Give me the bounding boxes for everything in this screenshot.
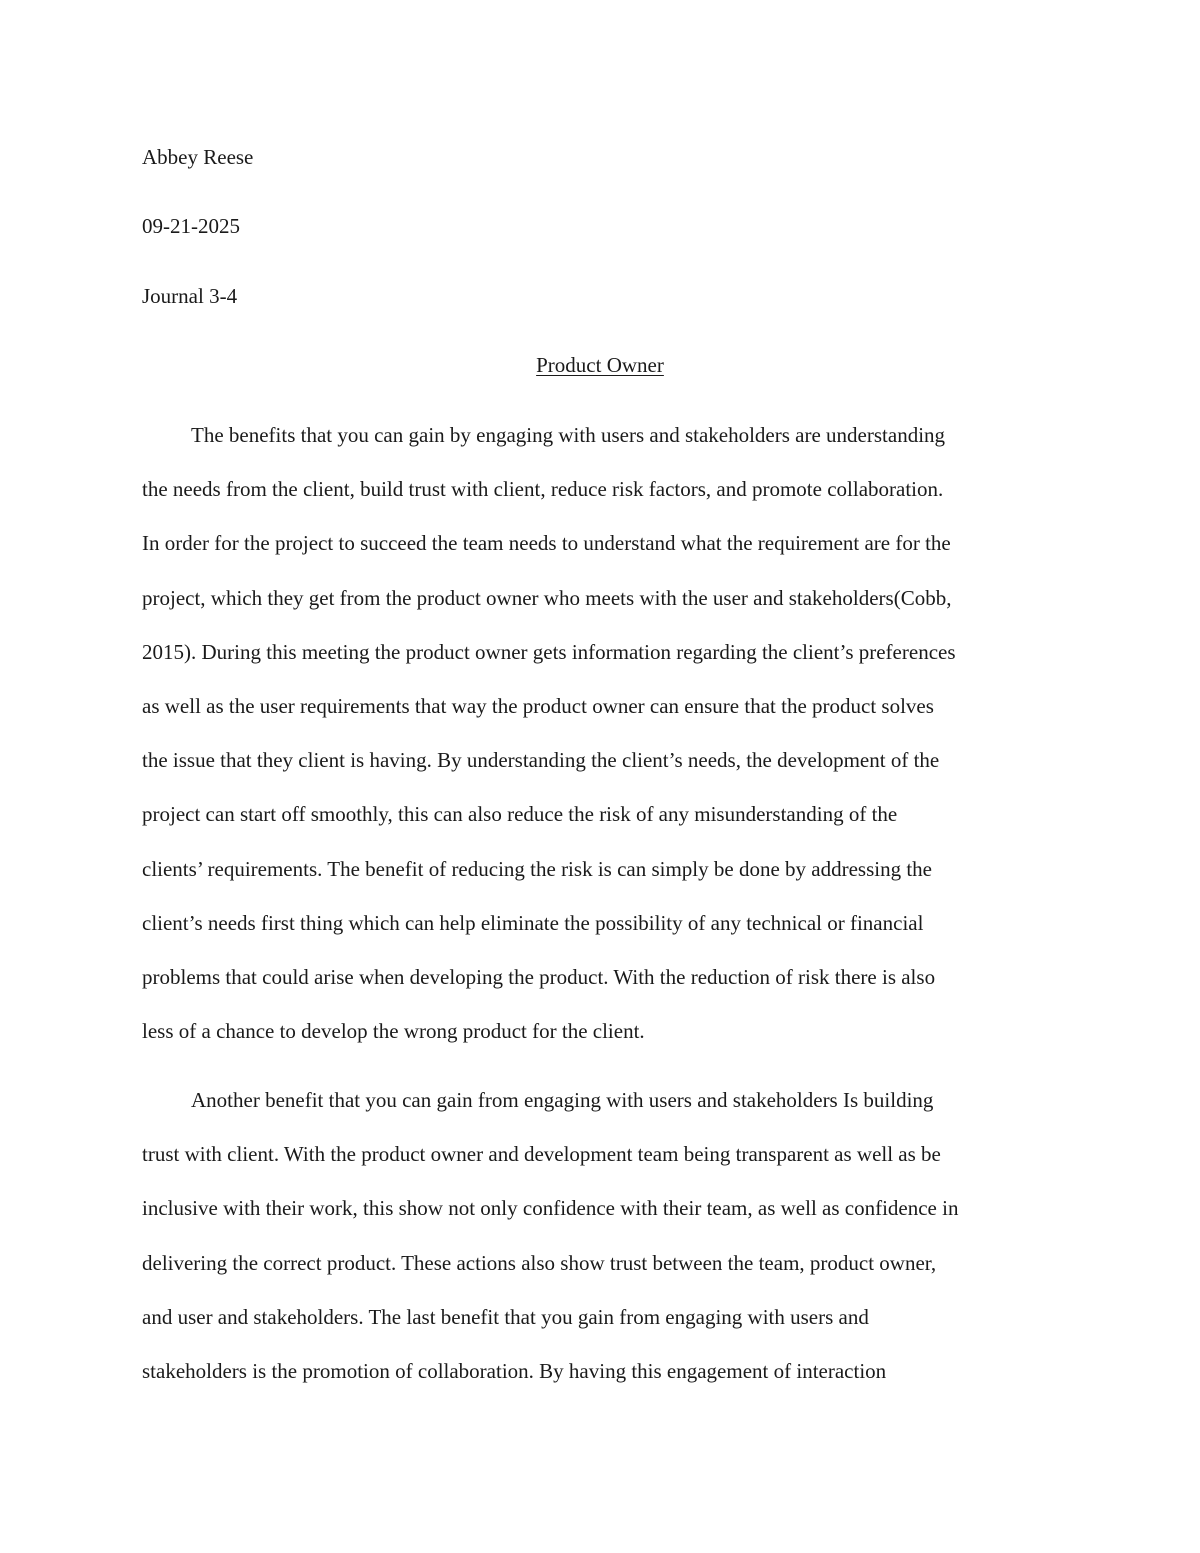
author-name: Abbey Reese (142, 145, 254, 169)
text-line: The benefits that you can gain by engaging with users and stakeholders are understanding (191, 423, 946, 447)
document-date: 09-21-2025 (142, 214, 240, 238)
text-line: less of a chance to develop the wrong product for the client. (142, 1019, 645, 1044)
text-line: the issue that they client is having. By understanding the client’s needs, the development of the (142, 748, 940, 773)
page-title: Product Owner (536, 353, 664, 377)
assignment-label: Journal 3-4 (142, 284, 238, 308)
text-line: trust with client. With the product owner and development team being transparent as well as be (142, 1142, 941, 1167)
text-line: client’s needs first thing which can help eliminate the possibility of any technical or financial (142, 910, 924, 935)
text-line: problems that could arise when developing the product. With the reduction of risk there is also (142, 964, 936, 989)
text-line: Another benefit that you can gain from engaging with users and stakeholders Is building (191, 1088, 934, 1112)
text-line: as well as the user requirements that way the product owner can ensure that the product solves (142, 693, 934, 718)
text-line: 2015). During this meeting the product owner gets information regarding the client’s preferences (142, 639, 956, 664)
text-line: stakeholders is the promotion of collaboration. By having this engagement of interaction (142, 1358, 887, 1383)
paragraph-2 (142, 1085, 1082, 1410)
text-line: clients’ requirements. The benefit of reducing the risk is can simply be done by addressing the (142, 856, 933, 881)
text-line: the needs from the client, build trust with client, reduce risk factors, and promote collaboration. (142, 477, 944, 502)
text-line: and user and stakeholders. The last benefit that you gain from engaging with users and (142, 1304, 869, 1329)
text-line: In order for the project to succeed the team needs to understand what the requirement are for the (142, 531, 951, 556)
text-line: inclusive with their work, this show not only confidence with their team, as well as confidence in (142, 1196, 959, 1221)
paragraph-1 (142, 420, 1082, 1070)
text-line: delivering the correct product. These actions also show trust between the team, product owner, (142, 1250, 937, 1275)
text-line: project, which they get from the product owner who meets with the user and stakeholders(Cobb, (142, 585, 952, 610)
text-line: project can start off smoothly, this can also reduce the risk of any misunderstanding of the (142, 802, 898, 827)
